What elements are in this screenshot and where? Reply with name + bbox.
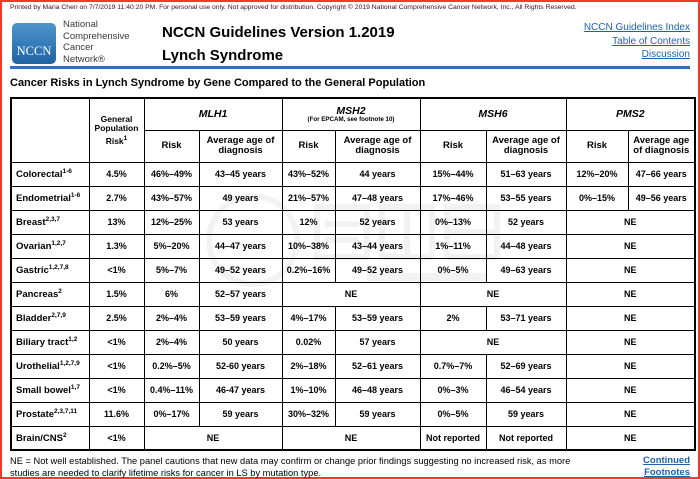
- table-corner-cell: [11, 98, 89, 162]
- age-value: 53–59 years: [335, 306, 420, 330]
- general-population-risk-header: General Population Risk$^1$: [89, 98, 144, 162]
- risk-value: 46%–49%: [144, 162, 199, 186]
- age-value: 59 years: [486, 402, 566, 426]
- general-population-risk-value: 11.6%: [89, 402, 144, 426]
- risk-value: 1%–11%: [420, 234, 486, 258]
- ne-cell: NE: [566, 282, 695, 306]
- gene-header-msh2: MSH2 (For EPCAM, see footnote 10): [282, 98, 420, 130]
- age-value: 53 years: [199, 210, 282, 234]
- risk-value: 12%: [282, 210, 335, 234]
- link-guidelines-index[interactable]: NCCN Guidelines Index: [583, 22, 690, 33]
- risk-value: 43%–52%: [282, 162, 335, 186]
- risk-value: 30%–32%: [282, 402, 335, 426]
- age-value: 52–61 years: [335, 354, 420, 378]
- age-value: 49–52 years: [335, 258, 420, 282]
- age-subheader-msh2: Average age of diagnosis: [335, 130, 420, 162]
- link-continued[interactable]: Continued: [643, 455, 690, 466]
- cancer-type-label: Endometrial$^{1-6}$: [11, 186, 89, 210]
- link-discussion[interactable]: Discussion: [641, 49, 690, 60]
- risk-value: 0.02%: [282, 330, 335, 354]
- general-population-risk-value: 1.3%: [89, 234, 144, 258]
- org-name-line: Cancer: [63, 42, 94, 53]
- ne-cell: NE: [420, 282, 566, 306]
- risk-subheader-pms2: Risk: [566, 130, 628, 162]
- ne-cell: NE: [566, 258, 695, 282]
- gene-header-msh6: MSH6: [420, 98, 566, 130]
- risk-value: 0.2%–16%: [282, 258, 335, 282]
- table-row: [11, 186, 695, 210]
- risk-value: 0%–17%: [144, 402, 199, 426]
- general-population-risk-value: <1%: [89, 354, 144, 378]
- risk-value: 5%–20%: [144, 234, 199, 258]
- header-divider: [10, 66, 690, 69]
- risk-value: 0%–5%: [420, 258, 486, 282]
- nccn-logo-text: NCCN: [16, 44, 52, 58]
- table-row: [11, 234, 695, 258]
- cancer-risk-table: [10, 97, 696, 451]
- cancer-type-label: Breast$^{2,3,7}$: [11, 210, 89, 234]
- general-population-risk-value: <1%: [89, 426, 144, 450]
- ne-cell: NE: [566, 330, 695, 354]
- general-population-risk-value: 1.5%: [89, 282, 144, 306]
- footnote-ne-definition: NE = Not well established. The panel cautions that new data may confirm or change prior findings suggesting no increased risk, as more studies are needed to clarify lifetime risks for cancer in LS by mutation type.: [10, 456, 571, 478]
- age-value: 52 years: [335, 210, 420, 234]
- header-links: [584, 21, 690, 62]
- general-population-risk-value: 4.5%: [89, 162, 144, 186]
- risk-value: 4%–17%: [282, 306, 335, 330]
- age-value: 53–71 years: [486, 306, 566, 330]
- age-subheader-pms2: Average age of diagnosis: [628, 130, 695, 162]
- risk-value: 17%–46%: [420, 186, 486, 210]
- risk-value: 0%–3%: [420, 378, 486, 402]
- org-name-line: National: [63, 19, 98, 30]
- ne-cell: NE: [420, 330, 566, 354]
- risk-value: 43%–57%: [144, 186, 199, 210]
- risk-value: 0.4%–11%: [144, 378, 199, 402]
- general-population-risk-value: 2.5%: [89, 306, 144, 330]
- general-population-risk-value: 2.7%: [89, 186, 144, 210]
- age-value: 44–47 years: [199, 234, 282, 258]
- cancer-type-label: Brain/CNS$^2$: [11, 426, 89, 450]
- table-row: [11, 210, 695, 234]
- ne-cell: NE: [566, 234, 695, 258]
- org-name-line: Network®: [63, 53, 105, 65]
- general-population-risk-value: <1%: [89, 330, 144, 354]
- page-header: [10, 18, 690, 66]
- age-value: 49–63 years: [486, 258, 566, 282]
- age-value: 49–56 years: [628, 186, 695, 210]
- risk-value: Not reported: [420, 426, 486, 450]
- age-value: 47–66 years: [628, 162, 695, 186]
- cancer-type-label: Bladder$^{2,7,9}$: [11, 306, 89, 330]
- table-row: [11, 306, 695, 330]
- gene-header-mlh1: MLH1: [144, 98, 282, 130]
- risk-subheader-mlh1: Risk: [144, 130, 199, 162]
- cancer-type-label: Small bowel$^{1,7}$: [11, 378, 89, 402]
- cancer-type-label: Urothelial$^{1,2,7,9}$: [11, 354, 89, 378]
- risk-value: 0%–5%: [420, 402, 486, 426]
- risk-value: 21%–57%: [282, 186, 335, 210]
- table-row: [11, 282, 695, 306]
- table-row: [11, 354, 695, 378]
- risk-value: 0.2%–5%: [144, 354, 199, 378]
- general-population-risk-value: 13%: [89, 210, 144, 234]
- ne-cell: NE: [566, 210, 695, 234]
- guidelines-version-title: NCCN Guidelines Version 1.2019: [162, 24, 395, 41]
- org-name: [63, 19, 130, 65]
- ne-cell: NE: [566, 306, 695, 330]
- age-value: 47–48 years: [335, 186, 420, 210]
- section-title: Cancer Risks in Lynch Syndrome by Gene Compared to the General Population: [10, 77, 426, 89]
- age-value: 52 years: [486, 210, 566, 234]
- ne-cell: NE: [566, 354, 695, 378]
- risk-value: 0.7%–7%: [420, 354, 486, 378]
- age-value: 49–52 years: [199, 258, 282, 282]
- general-population-risk-value: <1%: [89, 378, 144, 402]
- age-value: Not reported: [486, 426, 566, 450]
- age-value: 53–55 years: [486, 186, 566, 210]
- risk-value: 15%–44%: [420, 162, 486, 186]
- cancer-type-label: Pancreas$^2$: [11, 282, 89, 306]
- age-subheader-msh6: Average age of diagnosis: [486, 130, 566, 162]
- age-value: 44–48 years: [486, 234, 566, 258]
- link-footnotes[interactable]: Footnotes: [644, 467, 690, 478]
- ne-cell: NE: [282, 282, 420, 306]
- cancer-type-label: Prostate$^{2,3,7,11}$: [11, 402, 89, 426]
- table-row: [11, 258, 695, 282]
- age-value: 52–57 years: [199, 282, 282, 306]
- cancer-type-label: Gastric$^{1,2,7,8}$: [11, 258, 89, 282]
- risk-value: 2%: [420, 306, 486, 330]
- cancer-type-label: Colorectal$^{1-6}$: [11, 162, 89, 186]
- page-title: [162, 24, 395, 64]
- age-value: 46-47 years: [199, 378, 282, 402]
- age-value: 46–48 years: [335, 378, 420, 402]
- age-value: 57 years: [335, 330, 420, 354]
- age-value: 49 years: [199, 186, 282, 210]
- ne-cell: NE: [144, 426, 282, 450]
- risk-value: 6%: [144, 282, 199, 306]
- risk-value: 10%–38%: [282, 234, 335, 258]
- age-value: 43–44 years: [335, 234, 420, 258]
- table-row: [11, 426, 695, 450]
- risk-subheader-msh2: Risk: [282, 130, 335, 162]
- age-value: 59 years: [199, 402, 282, 426]
- cancer-type-label: Biliary tract$^{1,2}$: [11, 330, 89, 354]
- risk-value: 12%–20%: [566, 162, 628, 186]
- risk-value: 2%–4%: [144, 306, 199, 330]
- ne-cell: NE: [566, 426, 695, 450]
- org-name-line: Comprehensive: [63, 30, 130, 42]
- print-notice: Printed by Maria Chen on 7/7/2019 11:40:20 PM. For personal use only. Not approved for distribution. Copyright © 2019 National Comprehensive Cancer Network, Inc., All Rights Reserved.: [10, 4, 577, 11]
- table-row: [11, 162, 695, 186]
- age-subheader-mlh1: Average age of diagnosis: [199, 130, 282, 162]
- cancer-type-label: Ovarian$^{1,2,7}$: [11, 234, 89, 258]
- age-value: 52–69 years: [486, 354, 566, 378]
- risk-value: 0%–13%: [420, 210, 486, 234]
- risk-value: 1%–10%: [282, 378, 335, 402]
- gene-header-pms2: PMS2: [566, 98, 695, 130]
- guidelines-subject-title: Lynch Syndrome: [162, 47, 284, 64]
- age-value: 59 years: [335, 402, 420, 426]
- ne-cell: NE: [282, 426, 420, 450]
- risk-value: 12%–25%: [144, 210, 199, 234]
- table-row: [11, 378, 695, 402]
- risk-value: 2%–4%: [144, 330, 199, 354]
- table-row: [11, 402, 695, 426]
- table-row: [11, 330, 695, 354]
- nccn-logo: [12, 23, 56, 64]
- risk-value: 5%–7%: [144, 258, 199, 282]
- risk-subheader-msh6: Risk: [420, 130, 486, 162]
- general-population-risk-value: <1%: [89, 258, 144, 282]
- footer-links: [643, 455, 690, 479]
- age-value: 51–63 years: [486, 162, 566, 186]
- risk-value: 2%–18%: [282, 354, 335, 378]
- age-value: 44 years: [335, 162, 420, 186]
- ne-cell: NE: [566, 378, 695, 402]
- risk-value: 0%–15%: [566, 186, 628, 210]
- age-value: 50 years: [199, 330, 282, 354]
- link-table-of-contents[interactable]: Table of Contents: [612, 35, 690, 47]
- age-value: 43–45 years: [199, 162, 282, 186]
- age-value: 52-60 years: [199, 354, 282, 378]
- ne-cell: NE: [566, 402, 695, 426]
- age-value: 46–54 years: [486, 378, 566, 402]
- age-value: 53–59 years: [199, 306, 282, 330]
